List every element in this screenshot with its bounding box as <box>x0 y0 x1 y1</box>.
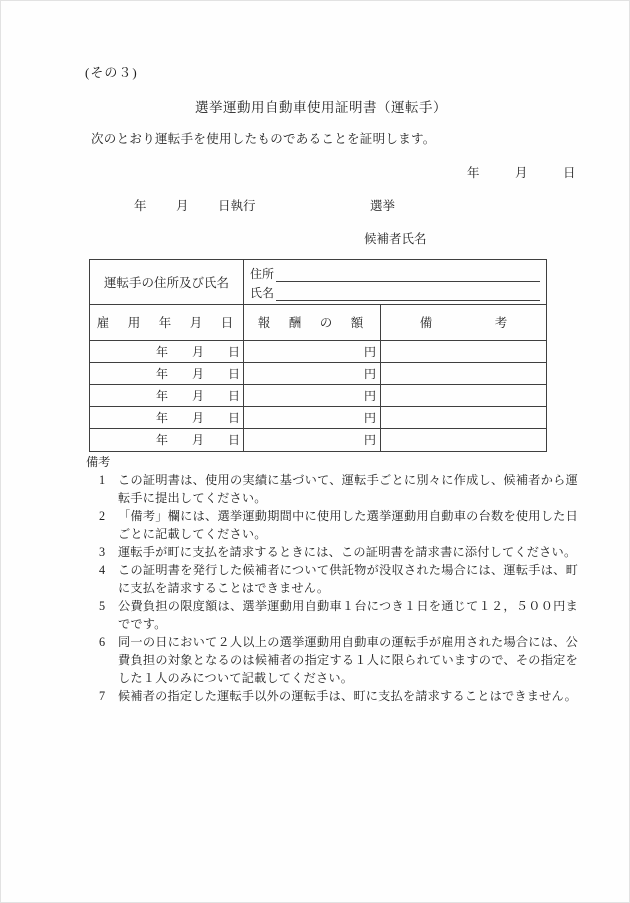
notes-section <box>86 453 578 705</box>
note-number: 2 <box>99 509 106 523</box>
note-text: 候補者の指定した運転手以外の運転手は、町に支払を請求することはできません。 <box>118 689 578 703</box>
note-number: 3 <box>99 545 106 559</box>
employment-date-cell: 年 月 日 <box>90 341 244 362</box>
note-text: 「備考」欄には、選挙運動期間中に使用した選挙運動用自動車の台数を使用した日ごとに記載してください。 <box>118 509 578 541</box>
name-blank-line <box>276 300 540 301</box>
remarks-cell <box>381 363 546 384</box>
driver-info-label-cell <box>90 260 244 304</box>
table-row <box>90 429 546 451</box>
driver-usage-table <box>89 259 547 452</box>
employment-date-cell: 年 月 日 <box>90 385 244 406</box>
election-year-label: 年 <box>134 199 147 213</box>
note-item <box>86 471 578 507</box>
form-number-label: (その３) <box>85 65 138 80</box>
employment-date-cell: 年 月 日 <box>90 429 244 451</box>
intro-text: 次のとおり運転手を使用したものであることを証明します。 <box>91 132 436 146</box>
name-field-line <box>250 282 540 301</box>
note-text: この証明書を発行した候補者について供託物が没収された場合には、運転手は、町に支払を請求することはできません。 <box>118 563 578 595</box>
address-label: 住所 <box>250 267 275 281</box>
remarks-cell <box>381 385 546 406</box>
address-field-line <box>250 263 540 282</box>
note-text: 公費負担の限度額は、選挙運動用自動車１台につき１日を通じて１２，５００円までです。 <box>118 599 578 631</box>
note-text: 運転手が町に支払を請求するときには、この証明書を請求書に添付してください。 <box>118 545 577 559</box>
driver-info-row <box>90 260 546 305</box>
remarks-cell <box>381 341 546 362</box>
page-title: 選挙運動用自動車使用証明書（運転手） <box>195 100 447 115</box>
note-number: 6 <box>99 635 106 649</box>
remarks-header-cell <box>381 305 546 340</box>
employment-date-header-cell <box>90 305 244 340</box>
table-row <box>90 385 546 407</box>
election-month-label: 月 <box>176 199 189 213</box>
remuneration-header-cell <box>244 305 381 340</box>
issue-date-day-label: 日 <box>563 166 576 180</box>
remuneration-header: 報 酬 の 額 <box>257 316 367 331</box>
remarks-header: 備 考 <box>419 316 508 331</box>
table-header-row <box>90 305 546 341</box>
note-item <box>86 597 578 633</box>
remuneration-cell: 円 <box>244 429 381 451</box>
note-number: 1 <box>99 473 106 487</box>
issue-date-month-label: 月 <box>515 166 528 180</box>
remarks-cell <box>381 407 546 428</box>
remarks-cell <box>381 429 546 451</box>
election-label: 選挙 <box>370 199 396 213</box>
notes-heading: 備考 <box>86 455 111 469</box>
table-row <box>90 407 546 429</box>
note-item <box>86 561 578 597</box>
remuneration-cell: 円 <box>244 385 381 406</box>
employment-date-header: 雇 用 年 月 日 <box>96 316 237 331</box>
note-item <box>86 543 578 561</box>
note-text: 同一の日において２人以上の選挙運動用自動車の運転手が雇用された場合には、公費負担の対象となるのは候補者の指定する１人に限られていますので、その指定をした１人のみについて記載してください。 <box>118 635 578 685</box>
note-number: 4 <box>99 563 106 577</box>
election-day-exec-label: 日執行 <box>218 199 256 213</box>
remuneration-cell: 円 <box>244 341 381 362</box>
driver-fields-cell <box>244 260 546 304</box>
note-number: 5 <box>99 599 106 613</box>
employment-date-cell: 年 月 日 <box>90 407 244 428</box>
note-item <box>86 687 578 705</box>
issue-date-year-label: 年 <box>467 166 480 180</box>
name-label: 氏名 <box>250 286 275 300</box>
note-item <box>86 507 578 543</box>
table-row <box>90 363 546 385</box>
driver-info-label: 運転手の住所及び氏名 <box>103 276 229 290</box>
note-number: 7 <box>99 689 106 703</box>
table-row <box>90 341 546 363</box>
note-text: この証明書は、使用の実績に基づいて、運転手ごとに別々に作成し、候補者から運転手に提出してください。 <box>118 473 578 505</box>
note-item <box>86 633 578 687</box>
remuneration-cell: 円 <box>244 363 381 384</box>
candidate-name-label: 候補者氏名 <box>364 232 427 246</box>
employment-date-cell: 年 月 日 <box>90 363 244 384</box>
remuneration-cell: 円 <box>244 407 381 428</box>
